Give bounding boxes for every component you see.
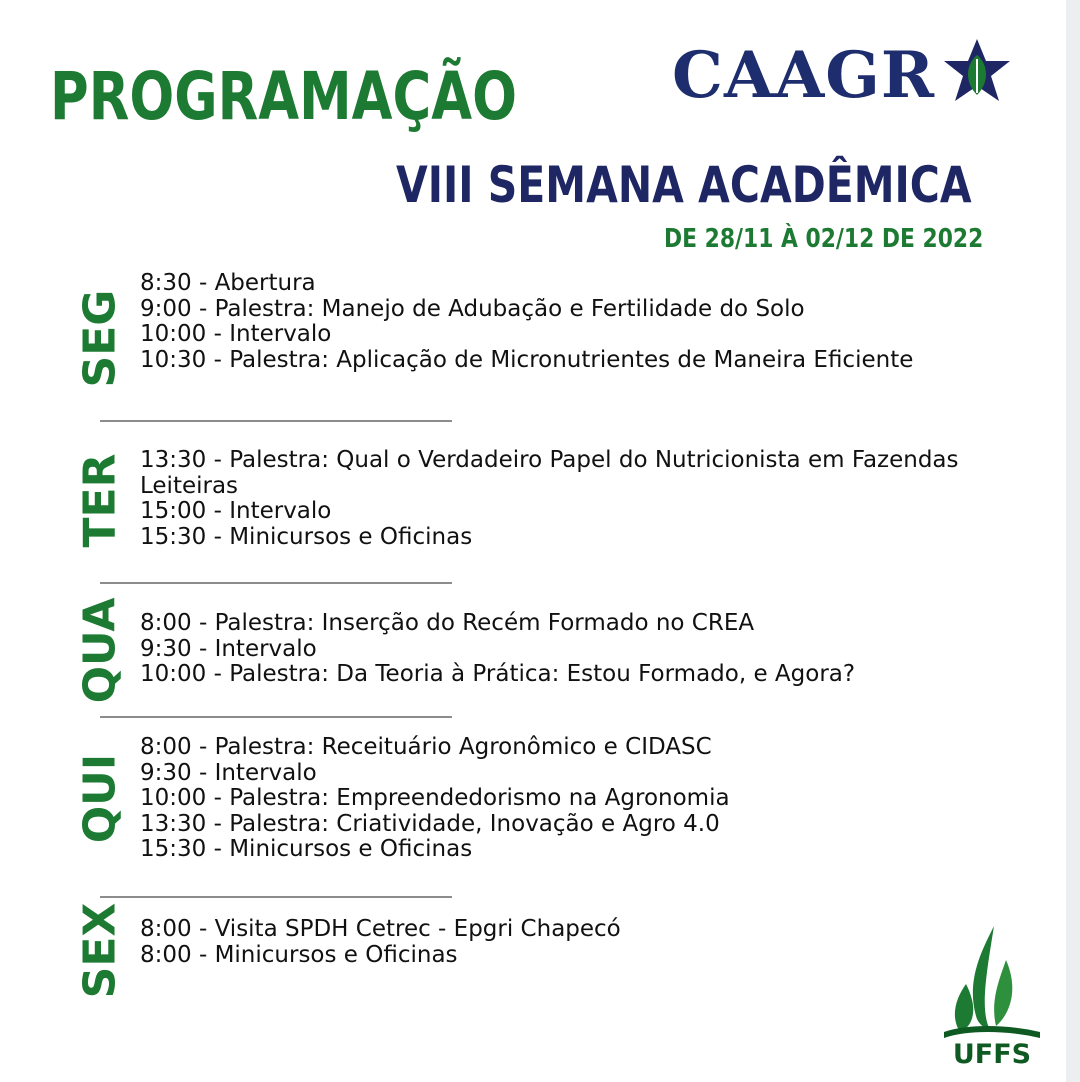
schedule-item: 10:00 - Palestra: Empreendedorismo na Agronomia [140, 785, 730, 812]
schedule-item: 8:00 - Palestra: Inserção do Recém Formado no CREA [140, 610, 755, 636]
schedule-item: 15:30 - Minicursos e Oficinas [140, 523, 473, 550]
schedule-item: 9:30 - Intervalo [140, 759, 317, 786]
uffs-logo [936, 920, 1048, 1070]
caagro-logo-text: CAAGR [672, 37, 936, 113]
schedule-item: 13:30 - Palestra: Qual o Verdadeiro Papel do Nutricionista em Fazendas Leiteiras [140, 447, 959, 499]
caagro-emblem-icon [937, 35, 1017, 115]
event-subtitle: VIII SEMANA ACADÊMICA [396, 156, 972, 214]
schedule-seg [140, 271, 1010, 373]
schedule-item: 13:30 - Palestra: Criatividade, Inovação e Agro 4.0 [140, 810, 720, 837]
day-label-ter: TER [74, 453, 126, 547]
schedule-item: 10:00 - Palestra: Da Teoria à Prática: Estou Formado, e Agora? [140, 661, 856, 688]
schedule-qua [140, 611, 1010, 688]
schedule-item: 8:00 - Palestra: Receituário Agronômico e CIDASC [140, 734, 712, 760]
schedule-item: 10:30 - Palestra: Aplicação de Micronutrientes de Maneira Eficiente [140, 346, 914, 373]
day-label-sex: SEX [74, 902, 126, 998]
schedule-item: 15:30 - Minicursos e Oficinas [140, 836, 473, 863]
caagro-logo [672, 30, 1032, 120]
schedule-item: 15:00 - Intervalo [140, 498, 332, 525]
event-date-range: DE 28/11 À 02/12 DE 2022 [664, 224, 984, 254]
section-divider [100, 896, 452, 898]
svg-text:UFFS: UFFS [952, 1039, 1032, 1070]
schedule-item: 9:00 - Palestra: Manejo de Adubação e Fertilidade do Solo [140, 295, 805, 322]
schedule-qui [140, 735, 1010, 863]
section-divider [100, 716, 452, 718]
section-divider [100, 582, 452, 584]
day-label-qui: QUI [74, 753, 126, 843]
schedule-item: 8:00 - Minicursos e Oficinas [140, 941, 458, 968]
day-label-qua: QUA [74, 597, 126, 703]
section-divider [100, 420, 452, 422]
schedule-item: 9:30 - Intervalo [140, 635, 317, 662]
page-title: PROGRAMAÇÃO [50, 58, 518, 135]
schedule-item: 8:00 - Visita SPDH Cetrec - Epgri Chapecó [140, 916, 621, 942]
schedule-item: 10:00 - Intervalo [140, 321, 332, 348]
uffs-leaf-icon [973, 926, 994, 1030]
schedule-ter [140, 448, 1010, 550]
page-edge-strip [1066, 0, 1080, 1082]
day-label-seg: SEG [74, 289, 126, 387]
schedule-item: 8:30 - Abertura [140, 270, 316, 296]
schedule-sex [140, 917, 1010, 968]
